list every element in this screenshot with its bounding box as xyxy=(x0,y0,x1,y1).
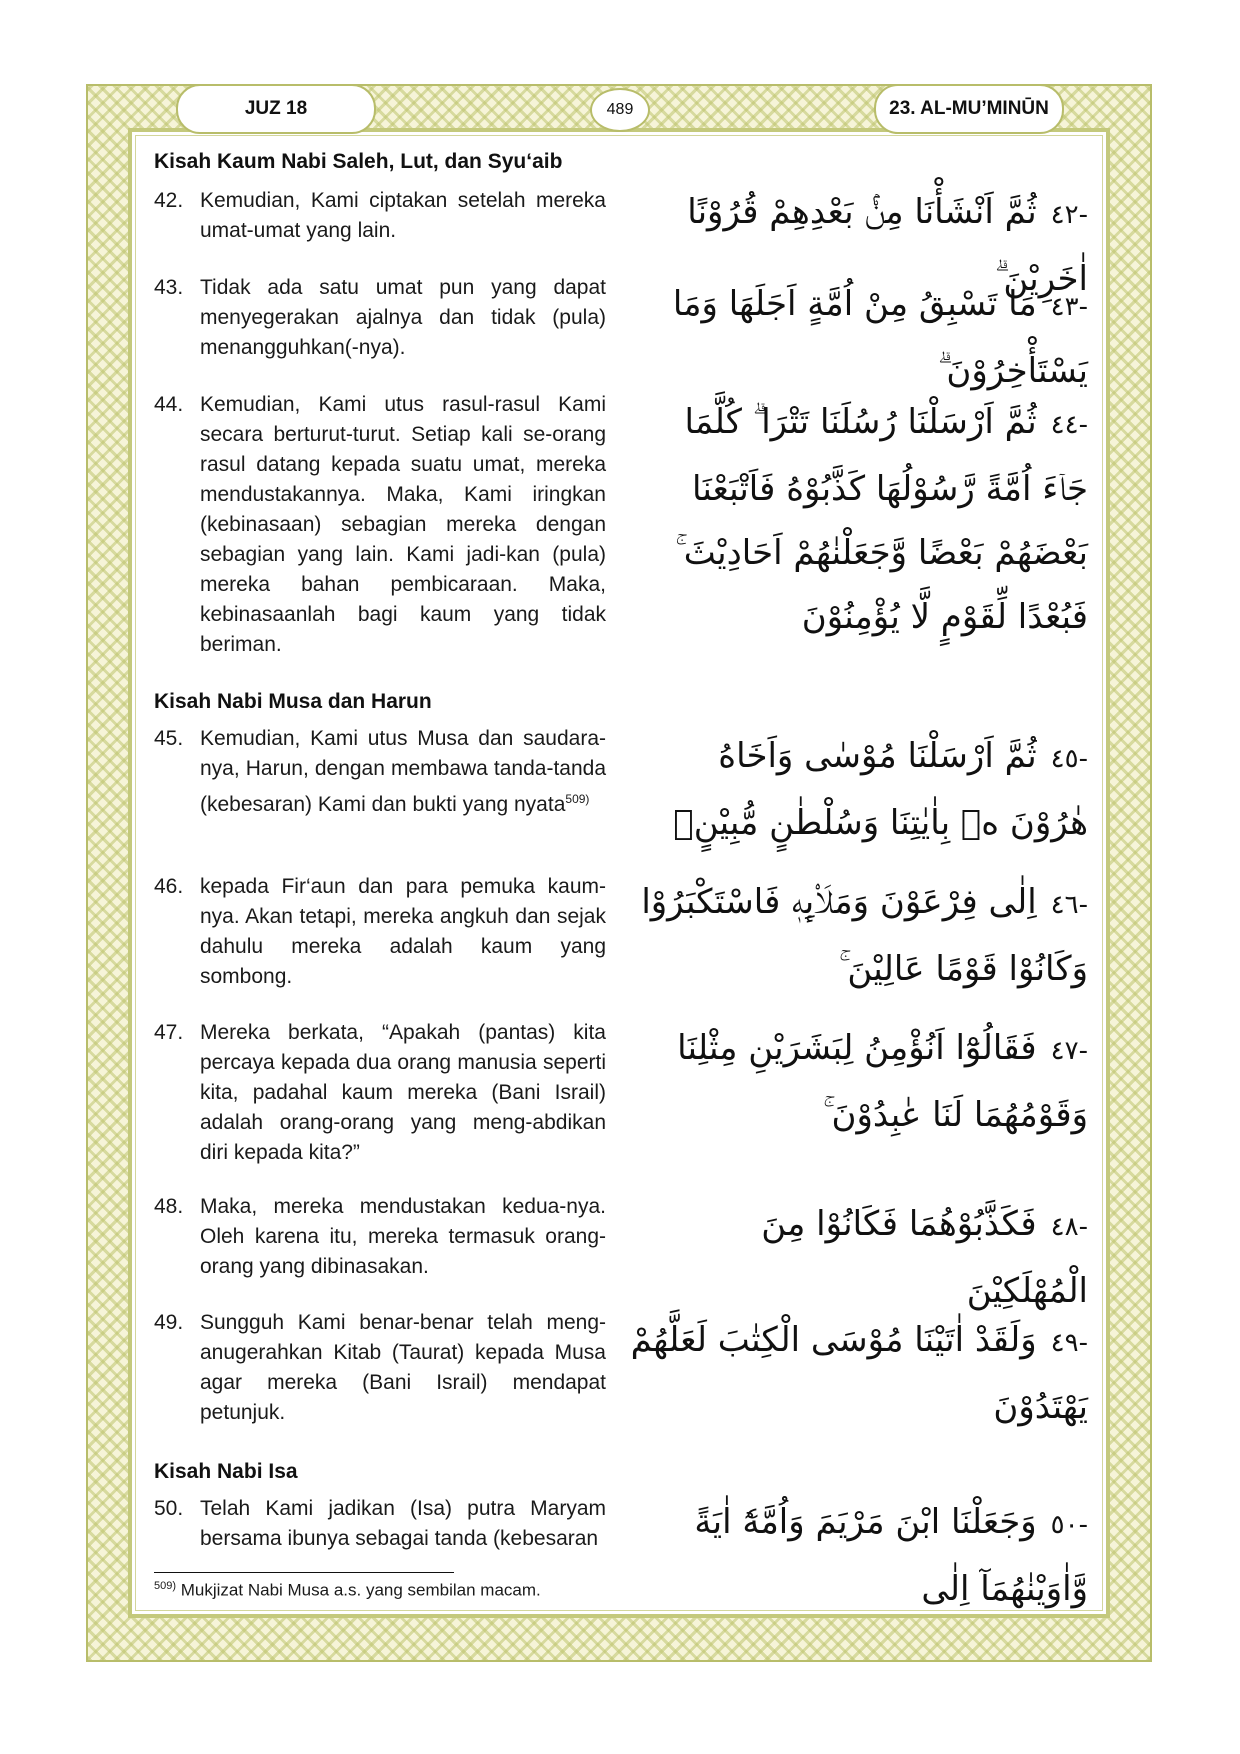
arabic-text: اِلٰى فِرْعَوْنَ وَمَلَا۟ىِٕهٖ فَاسْتَكْبَرُوْا وَكَانُوْا قَوْمًا عَالِيْنَ ۚ xyxy=(641,882,1088,989)
footnote-divider xyxy=(154,1572,454,1573)
arabic-text: ثُمَّ اَرْسَلْنَا رُسُلَنَا تَتْرَا ۗ كُلَّمَا جَاۤءَ اُمَّةً رَّسُوْلُهَا كَذَّبُوْهُ فَاَتْبَعْنَا بَعْضَهُمْ بَعْضًا وَّجَعَلْنٰهُمْ اَحَادِيْثَ ۚ فَبُعْدًا لِّقَوْمٍ لَّا يُؤْمِنُوْنَ xyxy=(675,402,1088,637)
arabic-verse xyxy=(630,272,1088,403)
arabic-verse xyxy=(630,1016,1088,1147)
verse-text: kepada Fir‘aun dan para pemuka kaum-nya. Akan tetapi, mereka angkuh dan sejak dahulu mereka adalah kaum yang sombong. xyxy=(200,875,606,988)
verse-number: 50. xyxy=(154,1497,184,1520)
verse-text: Maka, mereka mendustakan kedua-nya. Oleh karena itu, mereka termasuk orang-orang yang dibinasakan. xyxy=(200,1195,606,1278)
arabic-verse-number: -٤٤ xyxy=(1050,410,1088,440)
arabic-text: ثُمَّ اَنْشَأْنَا مِنْۢ بَعْدِهِمْ قُرُوْنًا اٰخَرِيْنَ ۗ xyxy=(687,192,1088,299)
verse-text: Mereka berkata, “Apakah (pantas) kita percaya kepada dua orang manusia seperti kita, padahal kaum mereka (Bani Israil) adalah orang-orang yang meng-abdikan diri kepada kita?” xyxy=(200,1021,606,1164)
verse-translation xyxy=(154,1192,606,1282)
arabic-text: ثُمَّ اَرْسَلْنَا مُوْسٰى وَاَخَاهُ هٰرُوْنَ ەۙ بِاٰيٰتِنَا وَسُلْطٰنٍ مُّبِيْنٍۙ xyxy=(673,736,1088,843)
section-title: Kisah Nabi Isa xyxy=(154,1460,298,1483)
arabic-verse-number: -٥٠ xyxy=(1050,1510,1088,1540)
arabic-verse xyxy=(630,870,1088,1001)
arabic-verse-number: -٤٥ xyxy=(1050,744,1088,774)
arabic-verse xyxy=(630,1192,1088,1323)
verse-text: Sungguh Kami benar-benar telah meng-anugerahkan Kitab (Taurat) kepada Musa agar mereka (Bani Israil) mendapat petunjuk. xyxy=(200,1311,606,1424)
verse-number: 46. xyxy=(154,875,184,898)
verse-text: Tidak ada satu umat pun yang dapat menyegerakan ajalnya dan tidak (pula) menangguhkan(-nya). xyxy=(200,276,606,359)
verse-number: 43. xyxy=(154,276,184,299)
surah-label: 23. AL-MU’MINŪN xyxy=(874,84,1064,134)
arabic-text: وَجَعَلْنَا ابْنَ مَرْيَمَ وَاُمَّهٗٓ اٰيَةً وَّاٰوَيْنٰهُمَآ اِلٰى xyxy=(694,1502,1088,1609)
verse-translation xyxy=(154,872,606,992)
section-title: Kisah Nabi Musa dan Harun xyxy=(154,690,432,713)
verse-number: 44. xyxy=(154,393,184,416)
verse-translation xyxy=(154,273,606,363)
arabic-verse-number: -٤٢ xyxy=(1050,200,1088,230)
verse-text: Telah Kami jadikan (Isa) putra Maryam bersama ibunya sebagai tanda (kebesaran xyxy=(200,1497,606,1550)
arabic-verse-number: -٤٩ xyxy=(1050,1328,1088,1358)
verse-text: Kemudian, Kami utus rasul-rasul Kami secara berturut-turut. Setiap kali se-orang rasul datang kepada suatu umat, mereka mendustakannya. Maka, Kami iringkan (kebinasaan) sebagian mereka dengan sebagian yang lain. Kami jadi-kan (pula) mereka bahan pembicaraan. Maka, kebinasaanlah bagi kaum yang tidak beriman. xyxy=(200,393,606,656)
arabic-verse-number: -٤٨ xyxy=(1050,1212,1088,1242)
verse-translation xyxy=(154,1494,606,1554)
arabic-verse xyxy=(630,1490,1088,1621)
arabic-text: فَقَالُوْٓا اَنُؤْمِنُ لِبَشَرَيْنِ مِثْلِنَا وَقَوْمُهُمَا لَنَا عٰبِدُوْنَ ۚ xyxy=(677,1028,1088,1135)
verse-number: 42. xyxy=(154,189,184,212)
arabic-verse-number: -٤٦ xyxy=(1050,890,1088,920)
verse-number: 47. xyxy=(154,1021,184,1044)
arabic-verse xyxy=(630,724,1088,855)
verse-translation xyxy=(154,186,606,246)
verse-translation xyxy=(154,390,606,660)
arabic-verse-number: -٤٧ xyxy=(1050,1036,1088,1066)
verse-number: 48. xyxy=(154,1195,184,1218)
arabic-verse xyxy=(630,1308,1088,1439)
verse-translation xyxy=(154,1308,606,1428)
arabic-text: مَا تَسْبِقُ مِنْ اُمَّةٍ اَجَلَهَا وَمَا يَسْتَأْخِرُوْنَ ۗ xyxy=(672,284,1088,391)
footnote-number: 509) xyxy=(154,1580,177,1592)
footnote xyxy=(154,1580,541,1601)
verse-translation xyxy=(154,724,606,820)
arabic-text: وَلَقَدْ اٰتَيْنَا مُوْسَى الْكِتٰبَ لَعَلَّهُمْ يَهْتَدُوْنَ xyxy=(630,1320,1088,1427)
verse-translation xyxy=(154,1018,606,1168)
arabic-text: فَكَذَّبُوْهُمَا فَكَانُوْا مِنَ الْمُهْلَكِيْنَ xyxy=(761,1204,1088,1311)
arabic-verse-number: -٤٣ xyxy=(1050,292,1088,322)
arabic-verse xyxy=(630,390,1088,649)
juz-label: JUZ 18 xyxy=(176,84,376,134)
verse-number: 49. xyxy=(154,1311,184,1334)
page-number: 489 xyxy=(590,88,650,132)
verse-text: Kemudian, Kami ciptakan setelah mereka umat-umat yang lain. xyxy=(200,189,606,242)
footnote-text: Mukjizat Nabi Musa a.s. yang sembilan macam. xyxy=(180,1580,541,1600)
footnote-ref: 509) xyxy=(565,792,590,806)
verse-text: Kemudian, Kami utus Musa dan saudara-nya, Harun, dengan membawa tanda-tanda (kebesaran) Kami dan bukti yang nyata xyxy=(200,727,606,816)
verse-number: 45. xyxy=(154,727,184,750)
section-title: Kisah Kaum Nabi Saleh, Lut, dan Syu‘aib xyxy=(154,150,563,173)
